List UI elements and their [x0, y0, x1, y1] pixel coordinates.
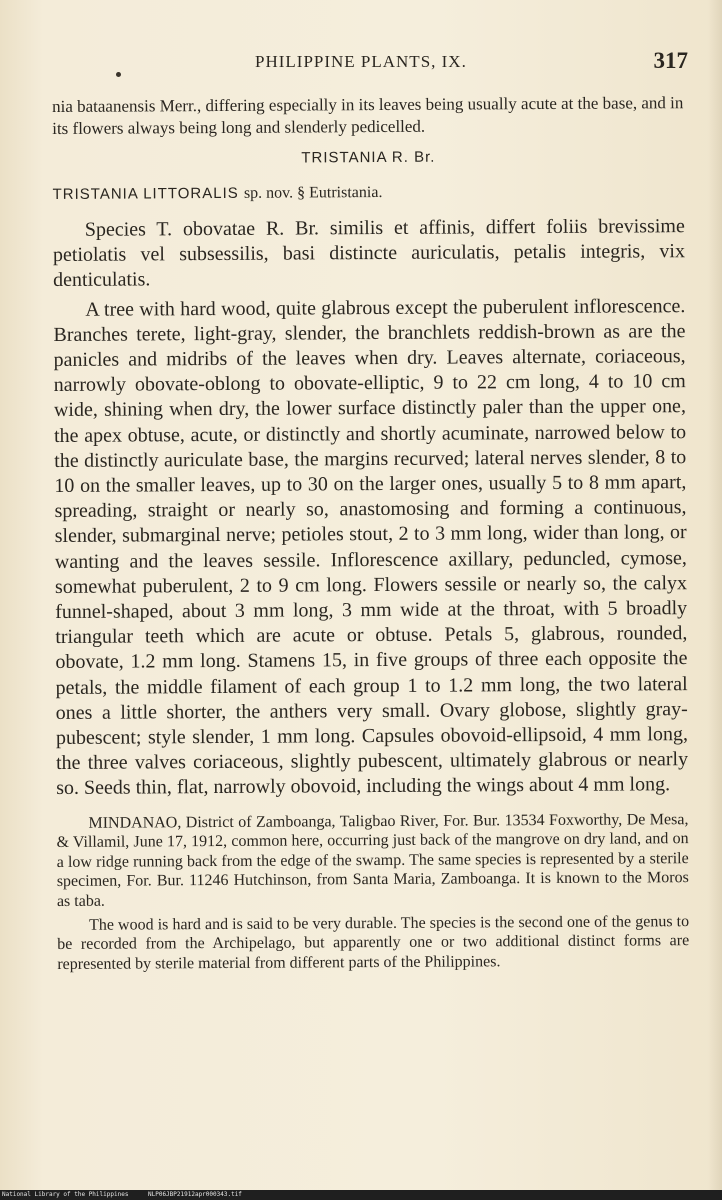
wood-note: The wood is hard and is said to be very durable. The species is the second one of the genus to be recorded from the Archipelago, but apparently one or two additional distinct forms are represented by sterile material from different parts of the Philippines. — [57, 912, 690, 973]
page-number: 317 — [653, 48, 688, 73]
page-gutter-shadow — [708, 0, 722, 1190]
scan-footer — [0, 1190, 722, 1200]
running-head: PHILIPPINE PLANTS, IX. — [255, 52, 467, 71]
intro-paragraph: nia bataanensis Merr., differing especially in its leaves being usually acute at the base, and in its flowers always being long and slenderly pedicelled. — [52, 93, 684, 138]
species-description: A tree with hard wood, quite glabrous except the puberulent inflorescence. Branches terete, light-gray, slender, the branchlets reddish-brown as are the panicles and midribs of the leaves when dry. Leaves alternate, coriaceous, narrowly obovate-oblong to obovate-elliptic, 9 to 22 cm long, 4 to 10 cm wide, shining when dry, the lower surface distinctly paler than the upper one, the apex obtuse, acute, or distinctly and shortly acuminate, narrowed below to the distinctly auriculate base, the margins recurved; lateral nerves slender, 8 to 10 on the smaller leaves, up to 30 on the larger ones, usually 5 to 8 mm apart, spreading, straight or nearly so, anastomosing and forming a continuous, slender, submarginal nerve; petioles stout, 2 to 3 mm long, wider than long, or wanting and the leaves sessile. Inflorescence axillary, peduncled, cymose, somewhat puberulent, 2 to 9 cm long. Flowers sessile or nearly so, the calyx funnel-shaped, about 3 mm long, 3 mm wide at the throat, with 5 broadly triangular teeth which are acute or obtuse. Petals 5, glabrous, rounded, obovate, 1.2 mm long. Stamens 15, in five groups of three each opposite the petals, the middle filament of each group 1 to 1.2 mm long, the two lateral ones a little shorter, the anthers very small. Ovary globose, slightly gray-pubescent; style slender, 1 mm long. Capsules obovoid-ellipsoid, 4 mm long, the three valves coriaceous, slightly pubescent, ultimately glabrous or nearly so. Seeds thin, flat, narrowly obovoid, including the wings about 4 mm long. — [53, 294, 689, 800]
species-name: TRISTANIA LITTORALIS — [52, 184, 239, 203]
specimen-note: MINDANAO, District of Zamboanga, Taligbao River, For. Bur. 13534 Foxworthy, De Mesa, & Villamil, June 17, 1912, common here, occurring just back of the mangrove on dry land, and on a low ridge running back from the edge of the swamp. The same species is represented by a sterile specimen, For. Bur. 11246 Hutchinson, from Santa Maria, Zamboanga. It is known to the Moros as taba. — [56, 810, 689, 911]
footer-file: NLP06JBP21912apr000343.tif — [148, 1191, 242, 1198]
ink-speck — [116, 72, 121, 77]
footer-library: National Library of the Philippines — [2, 1191, 129, 1198]
page-header — [0, 48, 722, 82]
species-heading — [53, 180, 685, 206]
species-heading-rest: sp. nov. § Eutristania. — [243, 183, 383, 202]
body-text — [52, 92, 689, 974]
genus-heading: TRISTANIA R. Br. — [301, 148, 436, 167]
latin-diagnosis: Species T. obovatae R. Br. similis et affinis, differt foliis brevissime petiolatis vel subsessilis, basi distincte auriculatis, petalis integris, vix denticulatis. — [52, 215, 686, 292]
